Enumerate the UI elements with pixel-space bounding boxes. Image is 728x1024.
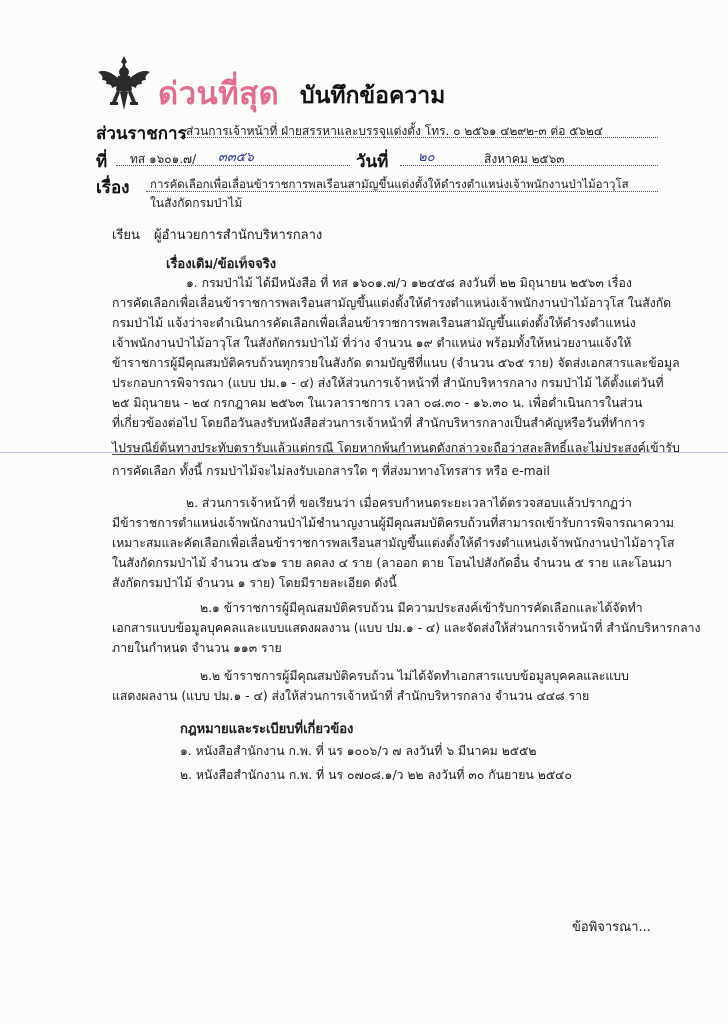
salutation-to: เรียน (112, 228, 140, 243)
salutation-recipient: ผู้อำนวยการสำนักบริหารกลาง (154, 228, 323, 243)
body-line: ข้าราชการผู้มีคุณสมบัติครบถ้วนทุกรายในสังกัด ตามบัญชีที่แนบ (จำนวน ๕๖๕ ราย) จัดส่งเอกสารและข้อมูล (112, 356, 680, 370)
date-label: วันที่ (356, 152, 389, 172)
body-line: ประกอบการพิจารณา (แบบ ปม.๑ - ๔) ส่งให้ส่วนการเจ้าหน้าที่ สำนักบริหารกลาง กรมป่าไม้ ได้ตั้งแต่วันที่ (112, 376, 664, 390)
reference-number-handwritten: ๓๓๕๖ (218, 150, 254, 165)
scan-fold-line (0, 452, 728, 453)
body-line: ๒๕ มิถุนายน - ๒๔ กรกฎาคม ๒๕๖๓ ในเวลาราชการ เวลา ๐๘.๓๐ - ๑๖.๓๐ น. เพื่อดำเนินการในส่วน (112, 396, 643, 410)
body-line: เจ้าพนักงานป่าไม้อาวุโส ในสังกัดกรมป่าไม้ ที่ว่าง จำนวน ๑๙ ตำแหน่ง พร้อมทั้งให้หน่วยงานแจ้งให้ (112, 336, 632, 350)
body-line: ภายในกำหนด จำนวน ๑๑๓ ราย (112, 641, 282, 655)
date-day-handwritten: ๒๐ (418, 150, 435, 165)
laws-heading: กฎหมายและระเบียบที่เกี่ยวข้อง (180, 722, 354, 737)
department-value: ส่วนการเจ้าหน้าที่ ฝ่ายสรรหาและบรรจุแต่งตั้ง โทร. ๐ ๒๕๖๑ ๔๒๙๒-๓ ต่อ ๕๖๒๔ (186, 124, 603, 138)
salutation (112, 224, 323, 245)
body-line: กรมป่าไม้ แจ้งว่าจะดำเนินการคัดเลือกเพื่อเลื่อนข้าราชการพลเรือนสามัญขึ้นแต่งตั้งให้ดำรงตำแหน่ง (112, 316, 636, 330)
body-line: มีข้าราชการตำแหน่งเจ้าพนักงานป่าไม้ชำนาญงานผู้มีคุณสมบัติครบถ้วนที่สามารถเข้ารับการพิจารณาความ (112, 516, 674, 530)
date-value: สิงหาคม ๒๕๖๓ (484, 152, 565, 166)
subject-line-2: ในสังกัดกรมป่าไม้ (150, 196, 243, 210)
body-line: การคัดเลือกเพื่อเลื่อนข้าราชการพลเรือนสามัญขึ้นแต่งตั้งให้ดำรงตำแหน่งเจ้าพนักงานป่าไม้อาวุโส ในสังกัด (112, 296, 672, 310)
body-line: เหมาะสมและคัดเลือกเพื่อเลื่อนข้าราชการพลเรือนสามัญขึ้นแต่งตั้งให้ดำรงตำแหน่งเจ้าพนักงานป่าไม้อาวุโส (112, 536, 675, 550)
body-line: แสดงผลงาน (แบบ ปม.๑ - ๔) ส่งให้ส่วนการเจ้าหน้าที่ สำนักบริหารกลาง จำนวน ๔๔๘ ราย (112, 689, 590, 703)
body-line: ๒. ส่วนการเจ้าหน้าที่ ขอเรียนว่า เมื่อครบกำหนดระยะเวลาได้ตรวจสอบแล้วปรากฏว่า (186, 496, 632, 510)
subject-label: เรื่อง (96, 178, 130, 198)
body-line: ไปรษณีย์ต้นทางประทับตรารับแล้วแต่กรณี โดยหากพ้นกำหนดดังกล่าวจะถือว่าสละสิทธิ์และไม่ประสงค์เข้ารับ (112, 441, 680, 455)
body-line: สังกัดกรมป่าไม้ จำนวน ๑ ราย) โดยมีรายละเอียด ดังนี้ (112, 576, 397, 590)
body-line: การคัดเลือก ทั้งนี้ กรมป่าไม้จะไม่ลงรับเอกสารใด ๆ ที่ส่งมาทางโทรสาร หรือ e-mail (112, 464, 550, 478)
strike-through-line (112, 454, 640, 455)
facts-heading: เรื่องเดิม/ข้อเท็จจริง (166, 257, 277, 272)
memo-title: บันทึกข้อความ (300, 83, 446, 109)
body-line: ในสังกัดกรมป่าไม้ จำนวน ๕๖๑ ราย ลดลง ๔ ราย (ลาออก ตาย โอนไปสังกัดอื่น จำนวน ๕ ราย และโอนมา (112, 556, 672, 570)
body-line: ๒.๑ ข้าราชการผู้มีคุณสมบัติครบถ้วน มีความประสงค์เข้ารับการคัดเลือกและได้จัดทำ (200, 601, 643, 615)
body-line: ๒.๒ ข้าราชการผู้มีคุณสมบัติครบถ้วน ไม่ได้จัดทำเอกสารแบบข้อมูลบุคคลและแบบ (200, 669, 629, 683)
department-label: ส่วนราชการ (96, 124, 187, 144)
law-item: ๑. หนังสือสำนักงาน ก.พ. ที่ นร ๑๐๐๖/ว ๗ ลงวันที่ ๖ มีนาคม ๒๕๕๒ (180, 744, 537, 758)
urgent-stamp: ด่วนที่สุด (158, 76, 280, 112)
reference-label: ที่ (96, 152, 108, 172)
body-line: เอกสารแบบข้อมูลบุคคลและแบบแสดงผลงาน (แบบ ปม.๑ - ๔) และจัดส่งให้ส่วนการเจ้าหน้าที่ สำนักบริหารกลาง (112, 621, 701, 635)
subject-line-1: การคัดเลือกเพื่อเลื่อนข้าราชการพลเรือนสามัญขึ้นแต่งตั้งให้ดำรงตำแหน่งเจ้าพนักงานป่าไม้อาวุโส (150, 177, 629, 191)
reference-value: ทส ๑๖๐๑.๗/ (130, 152, 197, 166)
law-item: ๒. หนังสือสำนักงาน ก.พ. ที่ นร ๐๗๐๘.๑/ว ๒๒ ลงวันที่ ๓๐ กันยายน ๒๕๔๐ (180, 768, 572, 782)
continued-note: ข้อพิจารณา... (572, 920, 651, 935)
garuda-emblem-icon (96, 54, 152, 112)
body-line: ที่เกี่ยวข้องต่อไป โดยถือวันลงรับหนังสือส่วนการเจ้าหน้าที่ สำนักบริหารกลางเป็นสำคัญหรือวันที่ทำการ (112, 416, 645, 430)
body-line: ๑. กรมป่าไม้ ได้มีหนังสือ ที่ ทส ๑๖๐๑.๗/ว ๑๒๔๕๘ ลงวันที่ ๒๒ มิถุนายน ๒๕๖๓ เรื่อง (186, 276, 632, 290)
